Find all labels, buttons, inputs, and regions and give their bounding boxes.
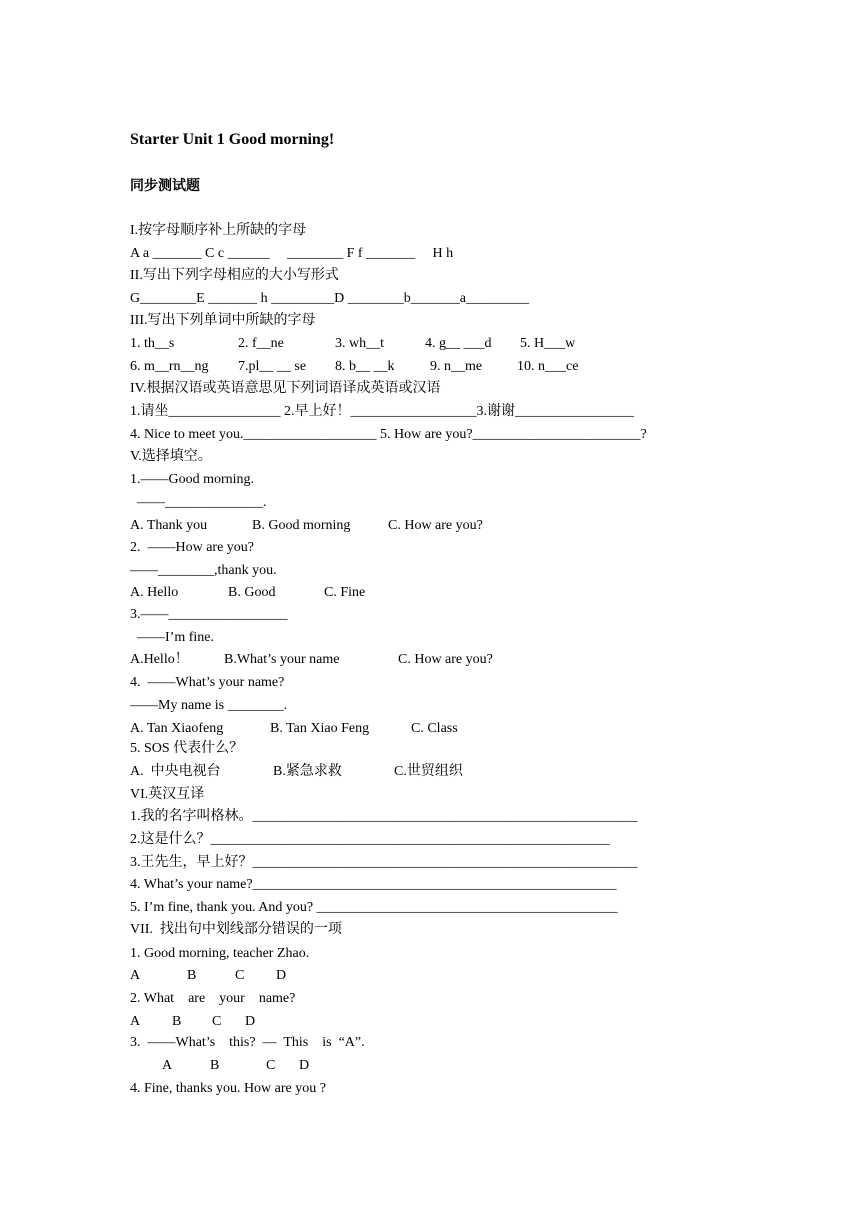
q5-option-a: A. 中央电视台 (130, 764, 221, 779)
q2-prompt: 2. ——How are you? (130, 540, 255, 555)
q5-option-b: B.紧急求救 (273, 764, 342, 779)
s6-item-4: 4. What’s your name?____________________________________________________ (130, 877, 617, 892)
page-subtitle: 同步测试题 (130, 179, 200, 194)
s7-2-letter-d: D (245, 1014, 256, 1029)
q1-option-b: B. Good morning (252, 518, 351, 533)
section-4-heading: IV.根据汉语或英语意思见下列词语译成英语或汉语 (130, 381, 441, 396)
s3-word-9: 9. n__me (430, 359, 483, 374)
q4-option-c: C. Class (411, 721, 458, 736)
q4-option-b: B. Tan Xiao Feng (270, 721, 370, 736)
s7-2-letter-b: B (172, 1014, 182, 1029)
q4-answer-blank: ——My name is ________. (130, 698, 288, 713)
section-2-heading: II.写出下列字母相应的大小写形式 (130, 268, 339, 283)
s3-word-10: 10. n___ce (517, 359, 579, 374)
q2-answer-blank: ——________,thank you. (130, 563, 277, 578)
s6-item-2: 2.这是什么？_________________________________________________________ (130, 832, 610, 847)
q4-option-a: A. Tan Xiaofeng (130, 721, 224, 736)
s7-1-letter-d: D (276, 968, 287, 983)
page-title: Starter Unit 1 Good morning! (130, 131, 335, 148)
section-7-heading: VII. 找出句中划线部分错误的一项 (130, 922, 342, 937)
q1-answer-blank: ——______________. (130, 495, 267, 510)
section-2-exercise: G________E _______ h _________D ________b_______a_________ (130, 291, 529, 306)
q5-prompt: 5. SOS 代表什么？ (130, 741, 244, 756)
s3-word-4: 4. g__ ___d (425, 336, 492, 351)
q5-option-c: C.世贸组织 (394, 764, 463, 779)
s7-2-letter-c: C (212, 1014, 222, 1029)
q2-option-b: B. Good (228, 585, 276, 600)
section-5-heading: V.选择填空。 (130, 449, 212, 464)
s7-sentence-2: 2. What are your name? (130, 991, 296, 1006)
q3-option-a: A.Hello！ (130, 652, 189, 667)
s7-3-letter-a: A (162, 1058, 173, 1073)
s3-word-1: 1. th__s (130, 336, 175, 351)
q3-option-b: B.What’s your name (224, 652, 340, 667)
s7-sentence-1: 1. Good morning, teacher Zhao. (130, 946, 310, 961)
s3-word-3: 3. wh__t (335, 336, 384, 351)
section-6-heading: VI.英汉互译 (130, 787, 205, 802)
section-1-exercise: A a _______ C c ______ ________ F f _______ H h (130, 246, 454, 261)
section-4-line-1: 1.请坐________________ 2.早上好！__________________3.谢谢_________________ (130, 404, 634, 419)
s3-word-5: 5. H___w (520, 336, 576, 351)
s7-3-letter-d: D (299, 1058, 310, 1073)
s7-3-letter-b: B (210, 1058, 220, 1073)
section-3-heading: III.写出下列单词中所缺的字母 (130, 313, 316, 328)
q2-option-c: C. Fine (324, 585, 366, 600)
s3-word-7: 7.pl__ __ se (238, 359, 307, 374)
s6-item-1: 1.我的名字叫格林。_______________________________________________________ (130, 809, 638, 824)
q2-option-a: A. Hello (130, 585, 179, 600)
q3-prompt: 3.——_________________ (130, 607, 288, 622)
q1-option-a: A. Thank you (130, 518, 208, 533)
q3-answer: ——I’m fine. (130, 630, 214, 645)
q3-option-c: C. How are you? (398, 652, 493, 667)
s7-1-letter-c: C (235, 968, 245, 983)
s7-3-letter-c: C (266, 1058, 276, 1073)
s7-1-letter-a: A (130, 968, 141, 983)
section-1-heading: I.按字母顺序补上所缺的字母 (130, 223, 307, 238)
s3-word-2: 2. f__ne (238, 336, 284, 351)
section-4-line-2: 4. Nice to meet you.___________________ 5. How are you?________________________? (130, 427, 647, 442)
s6-item-3: 3.王先生，早上好？_______________________________________________________ (130, 855, 638, 870)
q4-prompt: 4. ——What’s your name? (130, 675, 285, 690)
q1-option-c: C. How are you? (388, 518, 483, 533)
s3-word-8: 8. b__ __k (335, 359, 395, 374)
s7-sentence-4: 4. Fine, thanks you. How are you ? (130, 1081, 326, 1096)
q1-prompt: 1.——Good morning. (130, 472, 255, 487)
s7-1-letter-b: B (187, 968, 197, 983)
s7-2-letter-a: A (130, 1014, 141, 1029)
s7-sentence-3: 3. ——What’s this? — This is “A”. (130, 1035, 365, 1050)
s3-word-6: 6. m__rn__ng (130, 359, 209, 374)
s6-item-5: 5. I’m fine, thank you. And you? ___________________________________________ (130, 900, 618, 915)
